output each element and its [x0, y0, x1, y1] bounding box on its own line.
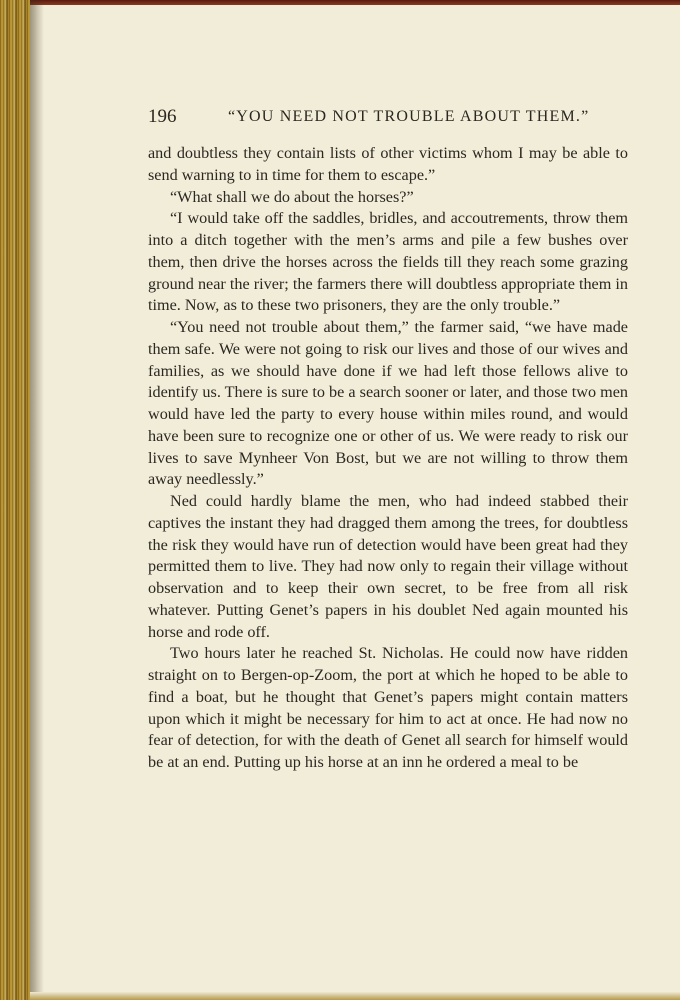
body-text	[148, 143, 628, 774]
paragraph: “What shall we do about the horses?”	[170, 187, 414, 206]
running-head-title: “YOU NEED NOT TROUBLE ABOUT THEM.”	[228, 108, 590, 125]
paragraph: and doubtless they contain lists of other victims whom I may be able to send warning to in time for them to escape.”	[148, 144, 628, 184]
paragraph: Ned could hardly blame the men, who had indeed stabbed their captives the instant they had dragged them among the trees, for doubtless the risk they would have run of detection would have been great had they permitted them to live. They had now only to regain their village without observation and to keep their own secret, to be free from all risk whatever. Putting Genet’s papers in his doublet Ned again mounted his horse and rode off.	[148, 492, 628, 641]
paragraph: “I would take off the saddles, bridles, and accoutrements, throw them into a ditch together with the men’s arms and pile a few bushes over them, then drive the horses across the fields till they reach some grazing ground near the river; the farmers there will doubtless appropriate them in time. Now, as to these two prisoners, they are the only trouble.”	[148, 209, 628, 315]
page-bottom-edge	[30, 992, 680, 1000]
running-head	[148, 106, 628, 132]
book-binding-edge	[0, 0, 30, 1000]
gutter-shadow	[30, 0, 44, 1000]
page-number: 196	[148, 106, 177, 127]
paragraph: Two hours later he reached St. Nicholas. He could now have ridden straight on to Bergen-op-Zoom, the port at which he hoped to be able to find a boat, but he thought that Genet’s papers might contain matters upon which it might be necessary for him to act at once. He had now no fear of detection, for with the death of Genet all search for himself would be at an end. Putting up his horse at an inn he ordered a meal to be	[148, 644, 628, 771]
paragraph: “You need not trouble about them,” the farmer said, “we have made them safe. We were not going to risk our lives and those of our wives and families, as we should have done if we had left those fellows alive to identify us. There is sure to be a search sooner or later, and those two men would have led the party to every house within miles round, and would have been sure to recognize one or other of us. We were ready to risk our lives to save Mynheer Von Bost, but we are not willing to throw them away needlessly.”	[148, 318, 628, 489]
